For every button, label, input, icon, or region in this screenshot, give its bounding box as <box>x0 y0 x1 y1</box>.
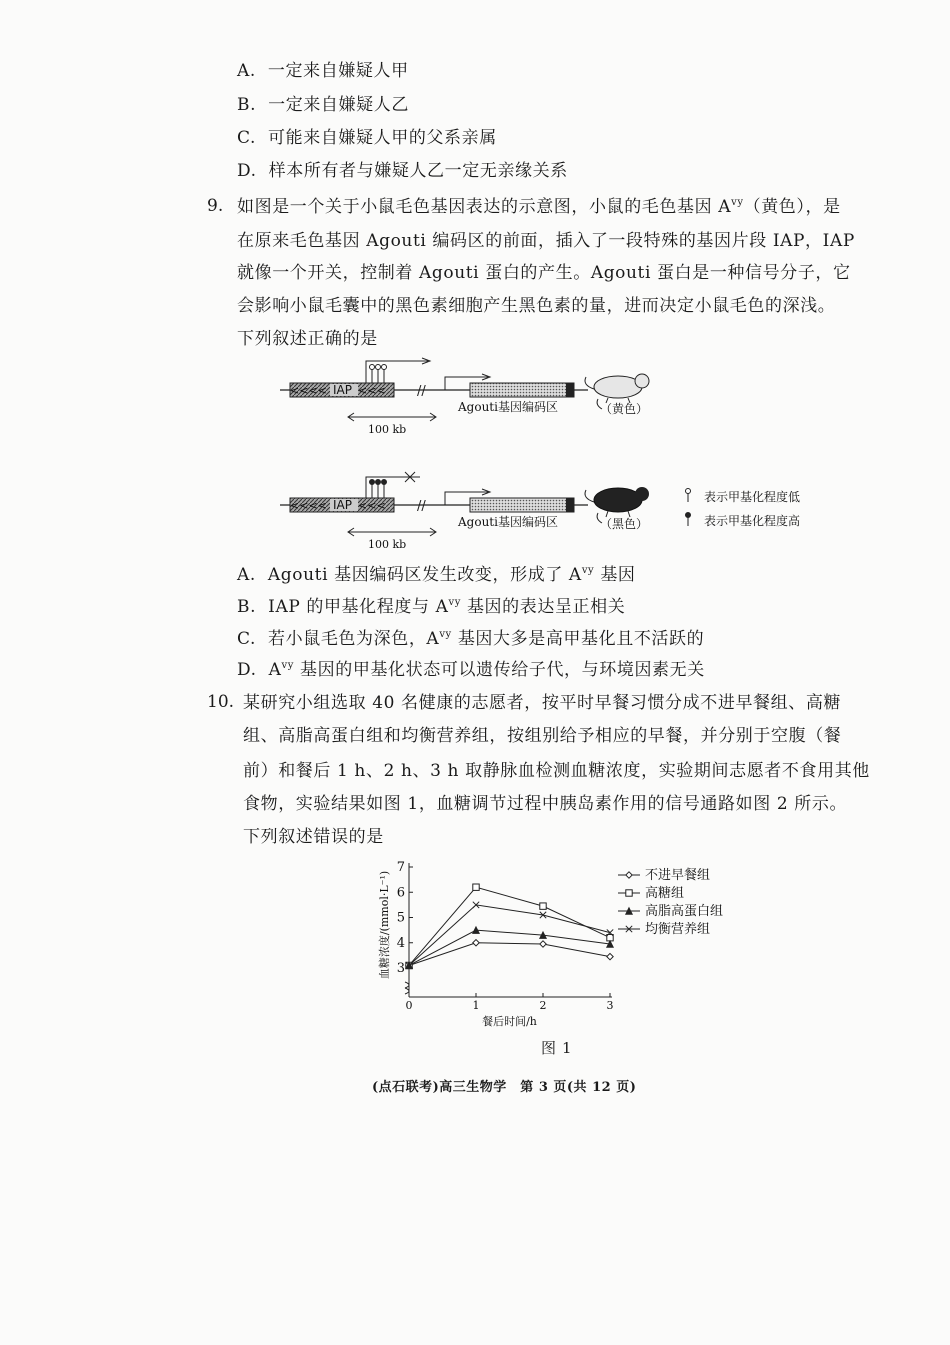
series-line <box>409 930 610 965</box>
y-tick-label: 7 <box>396 860 405 875</box>
q9-option-b: B. IAP 的甲基化程度与 $A^{vy}$ 基因的表达呈正相关 <box>237 597 626 617</box>
series-line <box>409 943 610 966</box>
series-4 <box>406 902 613 969</box>
data-point <box>473 940 479 946</box>
data-point <box>607 953 613 959</box>
svg-text:<<<: <<< <box>358 499 386 512</box>
y-tick-label: 5 <box>396 910 405 926</box>
x-axis-label: 餐后时间/h <box>482 1015 537 1028</box>
legend-low-text: 表示甲基化程度低 <box>704 490 801 504</box>
data-point <box>540 903 546 909</box>
q9-number: 9. <box>207 196 224 216</box>
q8-option-c: C. 可能来自嫌疑人甲的父系亲属 <box>237 128 497 148</box>
q9-option-a: A. Agouti 基因编码区发生改变，形成了 $A^{vy}$ 基因 <box>237 565 636 585</box>
agouti-coding-region <box>470 383 574 397</box>
coding-region-label: Agouti基因编码区 <box>458 400 558 414</box>
svg-text:100 kb: 100 kb <box>368 538 407 551</box>
q10-stem-line-1: 某研究小组选取 40 名健康的志愿者，按平时早餐习惯分成不进早餐组、高糖 <box>243 693 842 713</box>
diagram-row-black <box>280 472 649 551</box>
legend-entry <box>618 922 710 937</box>
figure-1-caption: 图 1 <box>541 1039 573 1057</box>
yellow-label: （黄色） <box>600 402 649 416</box>
legend-label: 高糖组 <box>645 886 685 901</box>
legend-label: 高脂高蛋白组 <box>645 904 724 919</box>
series-1 <box>406 940 613 969</box>
q10-stem-line-2: 组、高脂高蛋白组和均衡营养组，按组别给予相应的早餐，并分别于空腹（餐 <box>243 726 842 746</box>
q10-stem-line-3: 前）和餐后 1 h、2 h、3 h 取静脉血检测血糖浓度，实验期间志愿者不食用其他 <box>243 761 870 781</box>
q9-option-d: D. $A^{vy}$ 基因的甲基化状态可以遗传给子代，与环境因素无关 <box>237 660 705 680</box>
q9-stem-line-1: 如图是一个关于小鼠毛色基因表达的示意图，小鼠的毛色基因 $A^{vy}$（黄色），是 <box>237 197 841 217</box>
y-tick-label: 3 <box>396 961 405 976</box>
x-tick-label: 1 <box>472 999 480 1012</box>
data-point <box>540 941 546 947</box>
svg-text:<<<<: <<<< <box>290 384 327 397</box>
blood-glucose-chart <box>370 855 760 1030</box>
diagram-row-yellow <box>280 358 649 436</box>
q8-option-a: A. 一定来自嫌疑人甲 <box>237 61 409 81</box>
page-footer: (点石联考)高三生物学 第 3 页(共 12 页) <box>372 1080 637 1095</box>
q8-option-d: D. 样本所有者与嫌疑人乙一定无亲缘关系 <box>237 161 568 181</box>
axis-break <box>405 982 409 994</box>
x-tick-label: 2 <box>539 999 547 1012</box>
methylation-legend <box>686 489 801 529</box>
q9-option-c: C. 若小鼠毛色为深色，$A^{vy}$ 基因大多是高甲基化且不活跃的 <box>237 629 705 649</box>
q10-number: 10. <box>207 692 235 712</box>
x-tick-label: 0 <box>405 999 413 1012</box>
y-tick-label: 6 <box>396 885 405 901</box>
q9-stem-line-4: 会影响小鼠毛囊中的黑色素细胞产生黑色素的量，进而决定小鼠毛色的深浅。 <box>237 296 836 316</box>
legend-entry <box>618 903 723 919</box>
svg-text:<<<: <<< <box>358 384 386 397</box>
legend-label: 不进早餐组 <box>645 868 711 883</box>
legend-entry <box>618 867 710 883</box>
iap-label: IAP <box>333 383 352 397</box>
series-line <box>409 905 610 966</box>
q9-stem-line-5: 下列叙述正确的是 <box>237 329 378 349</box>
svg-text://: // <box>417 499 426 514</box>
mouse-black-icon <box>585 487 649 517</box>
svg-text:IAP: IAP <box>333 498 352 512</box>
q9-stem-line-2: 在原来毛色基因 Agouti 编码区的前面，插入了一段特殊的基因片段 IAP，IAP <box>237 231 855 251</box>
mouse-yellow-icon <box>585 374 649 403</box>
data-point <box>626 890 632 896</box>
svg-text:Agouti基因编码区: Agouti基因编码区 <box>458 515 558 529</box>
legend-label: 均衡营养组 <box>645 922 711 937</box>
q8-option-b: B. 一定来自嫌疑人乙 <box>237 95 409 115</box>
x-tick-label: 3 <box>606 999 614 1012</box>
q9-stem-line-3: 就像一个开关，控制着 Agouti 蛋白的产生。Agouti 蛋白是一种信号分子，它 <box>237 263 851 283</box>
y-axis-label: 血糖浓度/(mmol·L⁻¹) <box>378 870 391 980</box>
svg-text://: // <box>417 384 426 399</box>
scale-label: 100 kb <box>368 423 407 436</box>
y-tick-label: 4 <box>396 935 405 951</box>
legend-entry <box>618 885 684 901</box>
q10-stem-line-5: 下列叙述错误的是 <box>243 827 384 847</box>
series-line <box>409 887 610 965</box>
data-point <box>473 884 479 890</box>
legend-high-text: 表示甲基化程度高 <box>704 514 801 528</box>
data-point <box>626 872 632 878</box>
q10-stem-line-4: 食物，实验结果如图 1，血糖调节过程中胰岛素作用的信号通路如图 2 所示。 <box>243 794 848 814</box>
agouti-gene-diagram <box>270 355 850 565</box>
svg-text:<<<<: <<<< <box>290 499 327 512</box>
black-label: （黑色） <box>600 517 649 531</box>
